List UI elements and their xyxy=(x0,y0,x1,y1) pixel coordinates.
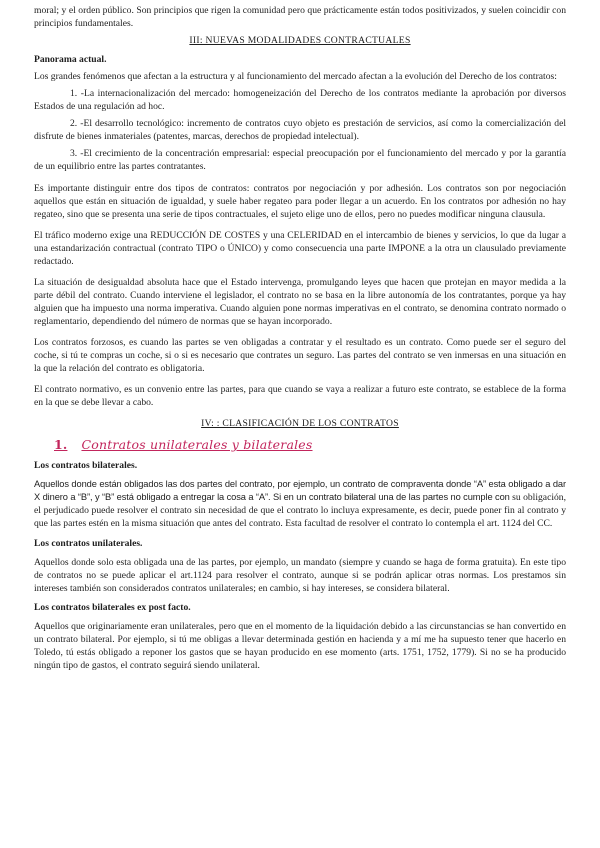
subtitle-bilaterales: Los contratos bilaterales. xyxy=(34,460,138,472)
handwritten-number: 1. xyxy=(54,437,68,453)
paragraph-negociacion-adhesion: Es importante distinguir entre dos tipos de contratos: contratos por negociación y por adhesión. Los contratos son por negociación aquellos que están en situación de igualdad, y suele haber regateo para poder llegar a un acuerdo. En los contratos por adhesión no hay regateo, sino que se presenta una serie de tipos contractuales, el sujeto elige uno de ellos, pero no puedes modificar ninguna clausula. xyxy=(34,182,566,220)
section-3-subtitle: Panorama actual. xyxy=(34,54,107,66)
section-3-intro: Los grandes fenómenos que afectan a la estructura y al funcionamiento del mercado afectan a la evolución del Derecho de los contratos: xyxy=(34,71,557,83)
section-4-title: IV: : CLASIFICACIÓN DE LOS CONTRATOS xyxy=(201,418,399,430)
section-3-title: III: NUEVAS MODALIDADES CONTRACTUALES xyxy=(189,35,411,47)
paragraph-bilaterales xyxy=(34,478,566,530)
list-item: 2. -El desarrollo tecnológico: incremento de contratos cuyo objeto es prestación de servicios, así como la comercialización del disfrute de bienes inmateriales (patentes, marcas, derechos de propiedad intelectual). xyxy=(34,118,566,143)
subtitle-unilaterales: Los contratos unilaterales. xyxy=(34,537,143,549)
intro-continuation: moral; y el orden público. Son principios que rigen la comunidad pero que prácticamente están todos positivizados, y suelen coincidir con principios fundamentales. xyxy=(34,5,566,30)
list-item: 3. -El crecimiento de la concentración empresarial: especial preocupación por el funcionamiento del mercado y por la garantía de un equilibrio entre las partes contratantes. xyxy=(34,148,566,173)
paragraph-bilaterales-sans: Aquellos donde están obligados las dos partes del contrato, por ejemplo, un contrato de compraventa donde “A” esta obligado a dar X dinero a “B”, y “B” está obligado a entregar la cosa a “A”. Si en un contrato bilateral una de las partes no cumple con xyxy=(34,479,566,503)
list-item: 1. -La internacionalización del mercado: homogeneización del Derecho de los contratos mediante la aprobación por diversos Estados de una regulación ad hoc. xyxy=(34,88,566,113)
handwritten-heading-text: Contratos unilaterales y bilaterales xyxy=(81,437,313,453)
subtitle-ex-post-facto: Los contratos bilaterales ex post facto. xyxy=(34,601,191,613)
handwritten-heading xyxy=(34,436,566,453)
paragraph-trafico-moderno: El tráfico moderno exige una REDUCCIÓN DE COSTES y una CELERIDAD en el intercambio de bienes y servicios, lo que da lugar a una estandarización contractual (contrato TIPO o ÚNICO) y como consecuencia una parte IMPONE a la otra un clausulado previamente redactado. xyxy=(34,229,566,267)
paragraph-contrato-normativo: El contrato normativo, es un convenio entre las partes, para que cuando se vaya a realizar a futuro este contrato, se establece de la forma en la que se debe llevar a cabo. xyxy=(34,384,566,409)
paragraph-ex-post-facto: Aquellos que originariamente eran unilaterales, pero que en el momento de la liquidación debido a las circunstancias se han convertido en un contrato bilateral. Por ejemplo, si tú me obligas a llevar determinada gestión en hacienda y a mí me ha supuesto tener que hacerlo en Toledo, tú estás obligado a reponer los gastos que se hayan producido en ese momento (arts. 1751, 1752, 1779). Si no se ha producido ningún tipo de gastos, el contrato seguirá siendo unilateral. xyxy=(34,620,566,671)
paragraph-bilaterales-serif: su obligación, el perjudicado puede resolver el contrato sin necesidad de que el contrato lo incluya expresamente, es decir, puede poner fin al contrato y que las partes estén en la misma situación que antes del contrato. Esta facultad de resolver el contrato lo contempla el art. 1124 del CC. xyxy=(34,492,566,530)
paragraph-contratos-forzosos: Los contratos forzosos, es cuando las partes se ven obligadas a contratar y el resultado es un contrato. Como puede ser el seguro del coche, si tú te compras un coche, si o si es necesario que contrates un seguro. Las partes del contrato se ven inmersas en una situación en la que la relación del contrato es obligatoria. xyxy=(34,336,566,375)
paragraph-unilaterales: Aquellos donde solo esta obligada una de las partes, por ejemplo, un mandato (siempre y cuando se haga de forma gratuita). En este tipo de contratos no se puede aplicar el art.1124 para resolver el contrato, aunque si se podrán aplicar otras normas. Los prestamos sin intereses también son considerados contratos unilaterales; en cambio, si hay intereses, se considera bilateral. xyxy=(34,556,566,594)
paragraph-desigualdad: La situación de desigualdad absoluta hace que el Estado intervenga, promulgando leyes que hacen que protejan en mayor medida a la parte débil del contrato. Cuando interviene el legislador, el contrato no se basa en la libre autonomía de los contratantes, porque ya hay alguien que ha impuesto una norma imperativa. Cuando alguien pone normas imperativas en el contrato, se denomina contrato normado o reglamentario, dependiendo del número de normas que se hayan incorporado. xyxy=(34,276,566,327)
